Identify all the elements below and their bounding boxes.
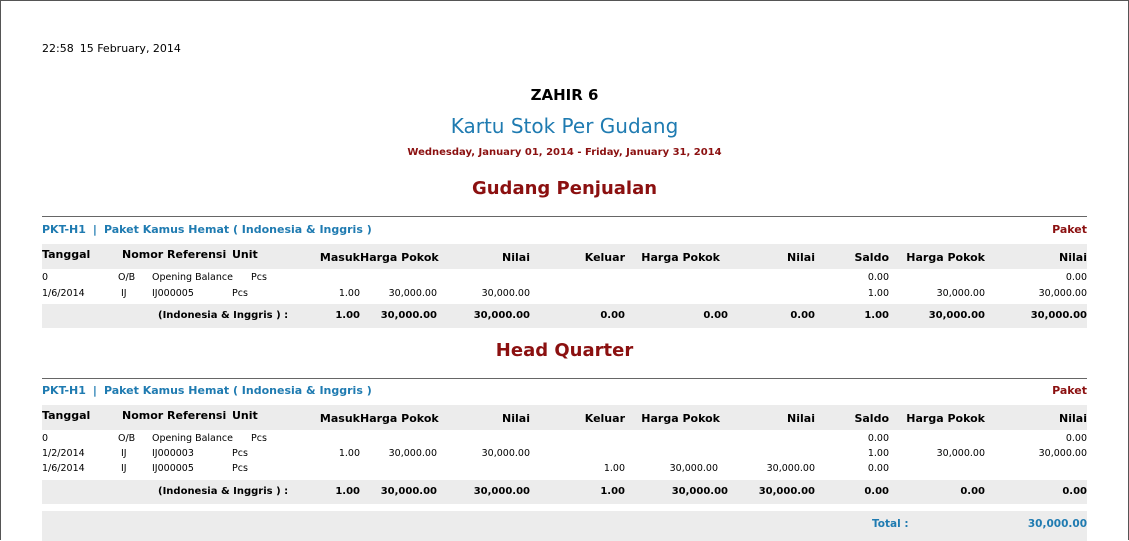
cell-referensi: Opening Balance: [152, 272, 233, 283]
subtotal-nilai-masuk: 30,000.00: [473, 310, 530, 321]
cell-harga-pokok-masuk: 30,000.00: [388, 448, 437, 459]
col-harga-pokok-saldo: Harga Pokok: [906, 412, 985, 425]
print-date: 15 February, 2014: [79, 42, 181, 55]
cell-kode: IJ: [121, 463, 127, 474]
cell-nilai-saldo: 0.00: [1065, 272, 1087, 283]
subtotal-label: (Indonesia & Inggris ) :: [158, 486, 289, 497]
col-tanggal: Tanggal: [42, 248, 91, 261]
grand-total-row: [42, 511, 1087, 541]
cell-referensi: IJ000005: [152, 288, 194, 299]
col-nilai-masuk: Nilai: [502, 251, 530, 264]
item-separator: |: [92, 384, 97, 397]
subtotal-saldo: 0.00: [864, 486, 889, 497]
cell-keluar: 1.00: [603, 463, 625, 474]
subtotal-nilai-saldo: 0.00: [1062, 486, 1087, 497]
subtotal-harga-pokok-masuk: 30,000.00: [380, 486, 437, 497]
cell-tanggal: 1/6/2014: [42, 463, 85, 474]
subtotal-harga-pokok-saldo: 30,000.00: [928, 310, 985, 321]
cell-kode: IJ: [121, 288, 127, 299]
cell-kode: O/B: [118, 272, 136, 283]
cell-nilai-saldo: 30,000.00: [1038, 288, 1087, 299]
cell-nilai-masuk: 30,000.00: [481, 448, 530, 459]
cell-nilai-saldo: 30,000.00: [1038, 448, 1087, 459]
col-harga-pokok-keluar: Harga Pokok: [641, 412, 720, 425]
cell-unit: Pcs: [251, 433, 267, 444]
print-timestamp: [42, 42, 181, 55]
col-nilai-saldo: Nilai: [1059, 412, 1087, 425]
cell-saldo: 0.00: [867, 433, 889, 444]
col-masuk: Masuk: [319, 412, 360, 425]
cell-harga-pokok-masuk: 30,000.00: [388, 288, 437, 299]
col-harga-pokok-masuk: Harga Pokok: [360, 412, 439, 425]
item-header: [42, 384, 1087, 397]
col-harga-pokok-saldo: Harga Pokok: [906, 251, 985, 264]
grand-total-label: Total :: [872, 518, 909, 530]
cell-saldo: 1.00: [867, 448, 889, 459]
cell-unit: Pcs: [251, 272, 267, 283]
cell-saldo: 1.00: [867, 288, 889, 299]
item-separator: |: [92, 223, 97, 236]
cell-unit: Pcs: [232, 448, 248, 459]
cell-harga-pokok-keluar: 30,000.00: [669, 463, 718, 474]
col-harga-pokok-masuk: Harga Pokok: [360, 251, 439, 264]
cell-tanggal: 0: [42, 272, 49, 283]
report-period: Wednesday, January 01, 2014 - Friday, January 31, 2014: [407, 147, 722, 158]
item-category: Paket: [1052, 223, 1087, 236]
cell-harga-pokok-saldo: 30,000.00: [936, 448, 985, 459]
company-name: ZAHIR 6: [530, 86, 599, 104]
grand-total-value: 30,000.00: [1027, 518, 1087, 530]
cell-referensi: IJ000003: [152, 448, 194, 459]
cell-harga-pokok-saldo: 30,000.00: [936, 288, 985, 299]
subtotal-masuk: 1.00: [335, 310, 360, 321]
cell-masuk: 1.00: [338, 448, 360, 459]
cell-referensi: IJ000005: [152, 463, 194, 474]
subtotal-nilai-keluar: 0.00: [790, 310, 815, 321]
subtotal-masuk: 1.00: [335, 486, 360, 497]
cell-kode: IJ: [121, 448, 127, 459]
cell-kode: O/B: [118, 433, 136, 444]
col-nilai-saldo: Nilai: [1059, 251, 1087, 264]
item-header: [42, 223, 1087, 236]
item-name: Paket Kamus Hemat ( Indonesia & Inggris ): [103, 384, 372, 397]
col-saldo: Saldo: [854, 251, 889, 264]
col-masuk: Masuk: [319, 251, 360, 264]
col-nilai-keluar: Nilai: [787, 251, 815, 264]
subtotal-label: (Indonesia & Inggris ) :: [158, 310, 289, 321]
cell-tanggal: 0: [42, 433, 49, 444]
cell-nilai-masuk: 30,000.00: [481, 288, 530, 299]
subtotal-saldo: 1.00: [864, 310, 889, 321]
col-unit: Unit: [232, 248, 258, 261]
subtotal-keluar: 1.00: [600, 486, 625, 497]
col-nomor-referensi: Nomor Referensi: [122, 409, 227, 422]
print-time: 22:58: [42, 42, 74, 55]
col-keluar: Keluar: [584, 251, 625, 264]
cell-tanggal: 1/2/2014: [42, 448, 85, 459]
col-nomor-referensi: Nomor Referensi: [122, 248, 227, 261]
col-harga-pokok-keluar: Harga Pokok: [641, 251, 720, 264]
warehouse-title: Head Quarter: [495, 340, 634, 361]
cell-nilai-saldo: 0.00: [1065, 433, 1087, 444]
col-saldo: Saldo: [854, 412, 889, 425]
cell-saldo: 0.00: [867, 272, 889, 283]
subtotal-nilai-keluar: 30,000.00: [758, 486, 815, 497]
subtotal-harga-pokok-keluar: 0.00: [703, 310, 728, 321]
subtotal-nilai-saldo: 30,000.00: [1030, 310, 1087, 321]
cell-saldo: 0.00: [867, 463, 889, 474]
subtotal-harga-pokok-keluar: 30,000.00: [671, 486, 728, 497]
col-tanggal: Tanggal: [42, 409, 91, 422]
subtotal-keluar: 0.00: [600, 310, 625, 321]
subtotal-harga-pokok-saldo: 0.00: [960, 486, 985, 497]
col-unit: Unit: [232, 409, 258, 422]
item-code: PKT-H1: [42, 384, 86, 397]
cell-tanggal: 1/6/2014: [42, 288, 85, 299]
col-nilai-masuk: Nilai: [502, 412, 530, 425]
item-category: Paket: [1052, 384, 1087, 397]
cell-nilai-keluar: 30,000.00: [766, 463, 815, 474]
item-name: Paket Kamus Hemat ( Indonesia & Inggris ): [103, 223, 372, 236]
section-divider: [42, 216, 1087, 217]
item-code: PKT-H1: [42, 223, 86, 236]
warehouse-title: Gudang Penjualan: [471, 178, 658, 199]
cell-unit: Pcs: [232, 288, 248, 299]
cell-masuk: 1.00: [338, 288, 360, 299]
col-nilai-keluar: Nilai: [787, 412, 815, 425]
subtotal-nilai-masuk: 30,000.00: [473, 486, 530, 497]
cell-unit: Pcs: [232, 463, 248, 474]
cell-referensi: Opening Balance: [152, 433, 233, 444]
section-divider: [42, 378, 1087, 379]
subtotal-harga-pokok-masuk: 30,000.00: [380, 310, 437, 321]
col-keluar: Keluar: [584, 412, 625, 425]
report-title: Kartu Stok Per Gudang: [450, 114, 679, 138]
